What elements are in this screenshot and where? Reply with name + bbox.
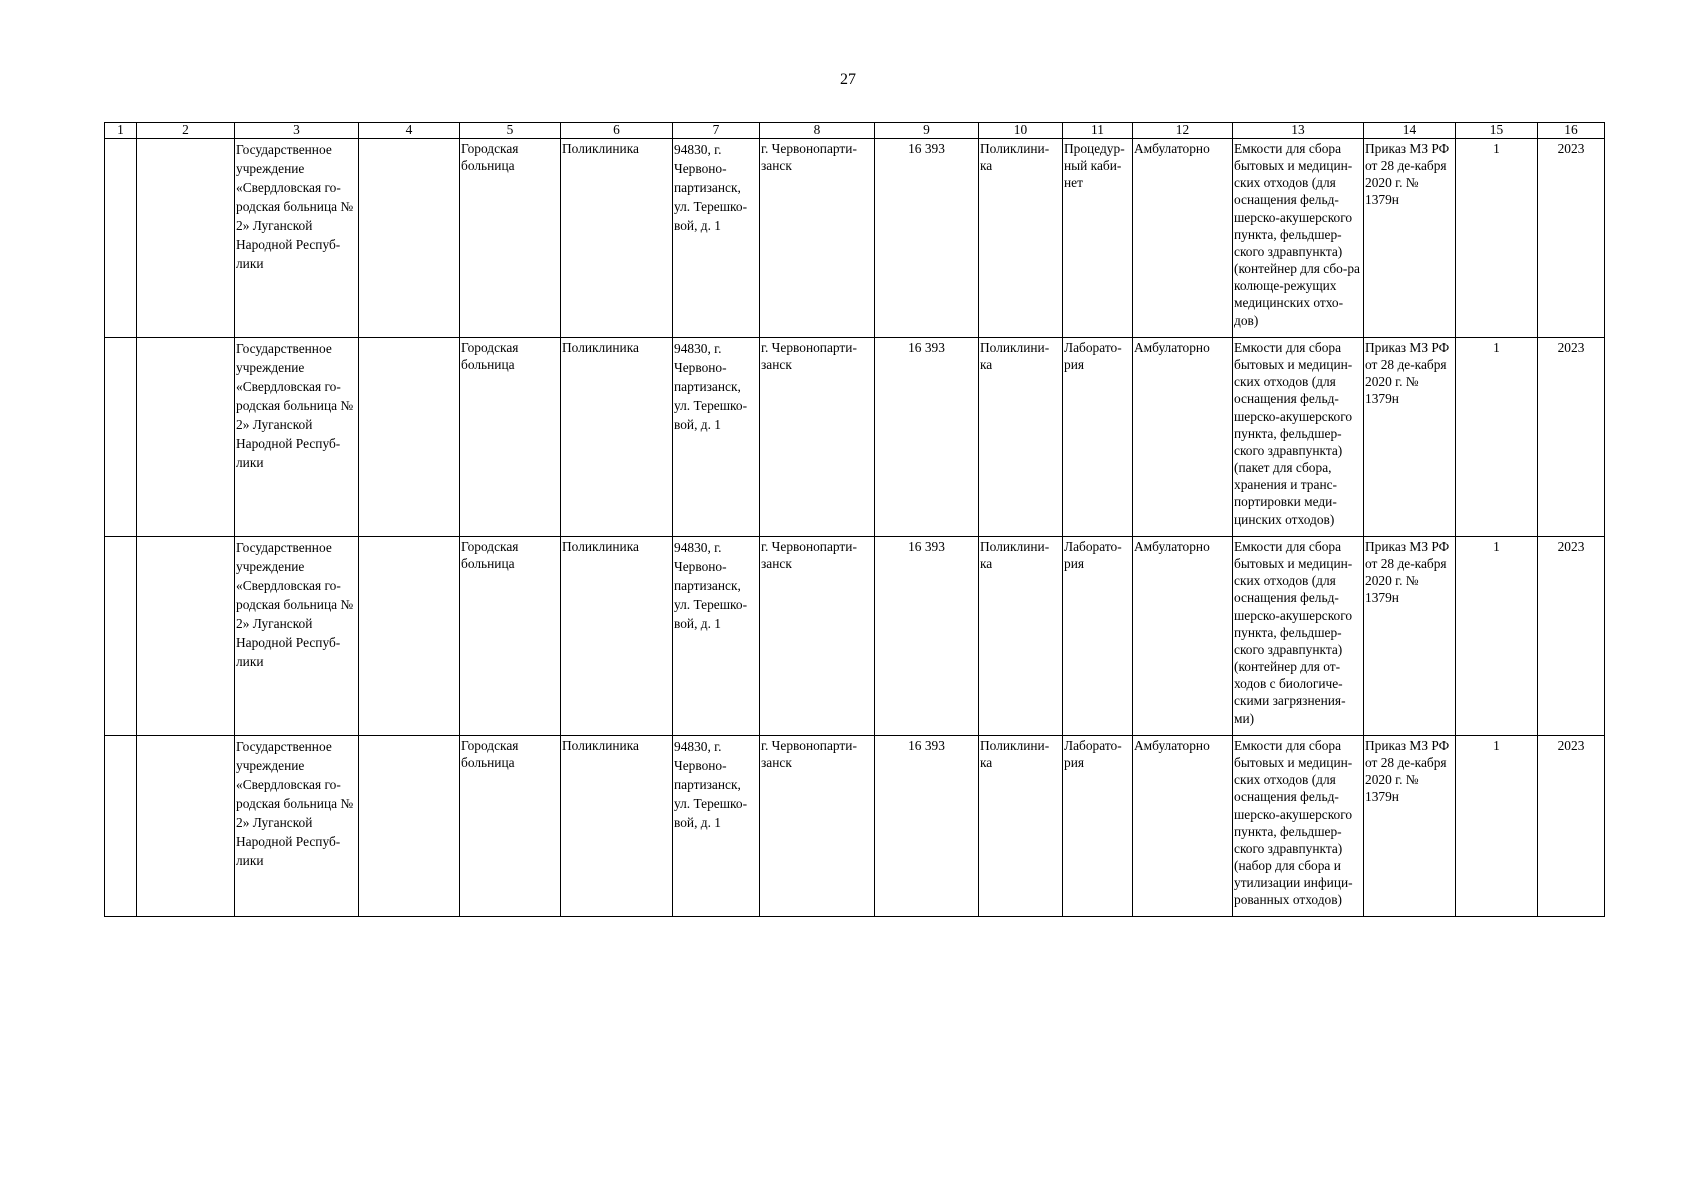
cell-organization: Государственное учреждение «Свердловская го-родская больница № 2» Луганской Народной Респуб-лики	[235, 338, 359, 537]
cell-year: 2023	[1538, 736, 1605, 917]
cell-mode: Амбулаторно	[1133, 736, 1233, 917]
cell-population: 16 393	[875, 537, 979, 736]
cell-index	[105, 537, 137, 736]
cell-equipment: Емкости для сбора бытовых и медицин-ских отходов (для оснащения фельд-шерско-акушерского пункта, фельдшер-ского здравпункта) (набор для сбора и утилизации инфици-рованных отходов)	[1233, 736, 1364, 917]
cell-order: Приказ МЗ РФ от 28 де-кабря 2020 г. № 1379н	[1364, 736, 1456, 917]
table-row	[105, 537, 1605, 736]
cell-address: 94830, г. Червоно-партизанск, ул. Терешко-вой, д. 1	[673, 139, 760, 338]
cell-col4	[359, 537, 460, 736]
cell-year: 2023	[1538, 537, 1605, 736]
cell-order: Приказ МЗ РФ от 28 де-кабря 2020 г. № 1379н	[1364, 139, 1456, 338]
cell-department: Поликлини-ка	[979, 736, 1063, 917]
cell-quantity: 1	[1456, 537, 1538, 736]
column-header: 10	[979, 123, 1063, 139]
cell-year: 2023	[1538, 139, 1605, 338]
cell-room: Лаборато-рия	[1063, 537, 1133, 736]
cell-col2	[137, 338, 235, 537]
cell-city: г. Червонопарти-занск	[760, 139, 875, 338]
cell-address: 94830, г. Червоно-партизанск, ул. Терешко-вой, д. 1	[673, 537, 760, 736]
cell-department: Поликлини-ка	[979, 537, 1063, 736]
table-row	[105, 736, 1605, 917]
cell-col4	[359, 338, 460, 537]
table-row	[105, 338, 1605, 537]
column-header: 12	[1133, 123, 1233, 139]
column-header: 6	[561, 123, 673, 139]
cell-city: г. Червонопарти-занск	[760, 537, 875, 736]
cell-mode: Амбулаторно	[1133, 338, 1233, 537]
column-header: 16	[1538, 123, 1605, 139]
column-header: 8	[760, 123, 875, 139]
column-header: 3	[235, 123, 359, 139]
cell-room: Лаборато-рия	[1063, 736, 1133, 917]
cell-city: г. Червонопарти-занск	[760, 736, 875, 917]
cell-population: 16 393	[875, 736, 979, 917]
column-header: 13	[1233, 123, 1364, 139]
column-header: 5	[460, 123, 561, 139]
column-header: 9	[875, 123, 979, 139]
cell-col2	[137, 736, 235, 917]
column-header: 1	[105, 123, 137, 139]
column-header: 11	[1063, 123, 1133, 139]
cell-type: Городская больница	[460, 338, 561, 537]
cell-quantity: 1	[1456, 736, 1538, 917]
cell-unit: Поликлиника	[561, 338, 673, 537]
cell-population: 16 393	[875, 338, 979, 537]
cell-index	[105, 736, 137, 917]
cell-unit: Поликлиника	[561, 139, 673, 338]
data-table	[104, 122, 1605, 917]
column-number-row	[105, 123, 1605, 139]
column-header: 4	[359, 123, 460, 139]
cell-city: г. Червонопарти-занск	[760, 338, 875, 537]
cell-order: Приказ МЗ РФ от 28 де-кабря 2020 г. № 1379н	[1364, 537, 1456, 736]
cell-mode: Амбулаторно	[1133, 537, 1233, 736]
cell-order: Приказ МЗ РФ от 28 де-кабря 2020 г. № 1379н	[1364, 338, 1456, 537]
cell-room: Лаборато-рия	[1063, 338, 1133, 537]
cell-col2	[137, 139, 235, 338]
cell-equipment: Емкости для сбора бытовых и медицин-ских отходов (для оснащения фельд-шерско-акушерского пункта, фельдшер-ского здравпункта) (контейнер для от-ходов с биологиче-скими загрязнения-ми)	[1233, 537, 1364, 736]
cell-population: 16 393	[875, 139, 979, 338]
cell-type: Городская больница	[460, 139, 561, 338]
cell-col4	[359, 736, 460, 917]
table-row	[105, 139, 1605, 338]
cell-year: 2023	[1538, 338, 1605, 537]
cell-unit: Поликлиника	[561, 736, 673, 917]
column-header: 7	[673, 123, 760, 139]
column-header: 2	[137, 123, 235, 139]
cell-equipment: Емкости для сбора бытовых и медицин-ских отходов (для оснащения фельд-шерско-акушерского пункта, фельдшер-ского здравпункта) (контейнер для сбо-ра колюще-режущих медицинских отхо-дов)	[1233, 139, 1364, 338]
cell-quantity: 1	[1456, 338, 1538, 537]
cell-address: 94830, г. Червоно-партизанск, ул. Терешко-вой, д. 1	[673, 736, 760, 917]
page-number: 27	[840, 71, 856, 88]
cell-organization: Государственное учреждение «Свердловская го-родская больница № 2» Луганской Народной Респуб-лики	[235, 139, 359, 338]
cell-organization: Государственное учреждение «Свердловская го-родская больница № 2» Луганской Народной Респуб-лики	[235, 537, 359, 736]
cell-address: 94830, г. Червоно-партизанск, ул. Терешко-вой, д. 1	[673, 338, 760, 537]
cell-type: Городская больница	[460, 736, 561, 917]
cell-equipment: Емкости для сбора бытовых и медицин-ских отходов (для оснащения фельд-шерско-акушерского пункта, фельдшер-ского здравпункта) (пакет для сбора, хранения и транс-портировки меди-цинских отходов)	[1233, 338, 1364, 537]
cell-col4	[359, 139, 460, 338]
column-header: 15	[1456, 123, 1538, 139]
cell-index	[105, 338, 137, 537]
cell-room: Процедур-ный каби-нет	[1063, 139, 1133, 338]
cell-type: Городская больница	[460, 537, 561, 736]
cell-quantity: 1	[1456, 139, 1538, 338]
cell-index	[105, 139, 137, 338]
cell-department: Поликлини-ка	[979, 139, 1063, 338]
cell-organization: Государственное учреждение «Свердловская го-родская больница № 2» Луганской Народной Респуб-лики	[235, 736, 359, 917]
column-header: 14	[1364, 123, 1456, 139]
cell-unit: Поликлиника	[561, 537, 673, 736]
cell-col2	[137, 537, 235, 736]
cell-department: Поликлини-ка	[979, 338, 1063, 537]
cell-mode: Амбулаторно	[1133, 139, 1233, 338]
